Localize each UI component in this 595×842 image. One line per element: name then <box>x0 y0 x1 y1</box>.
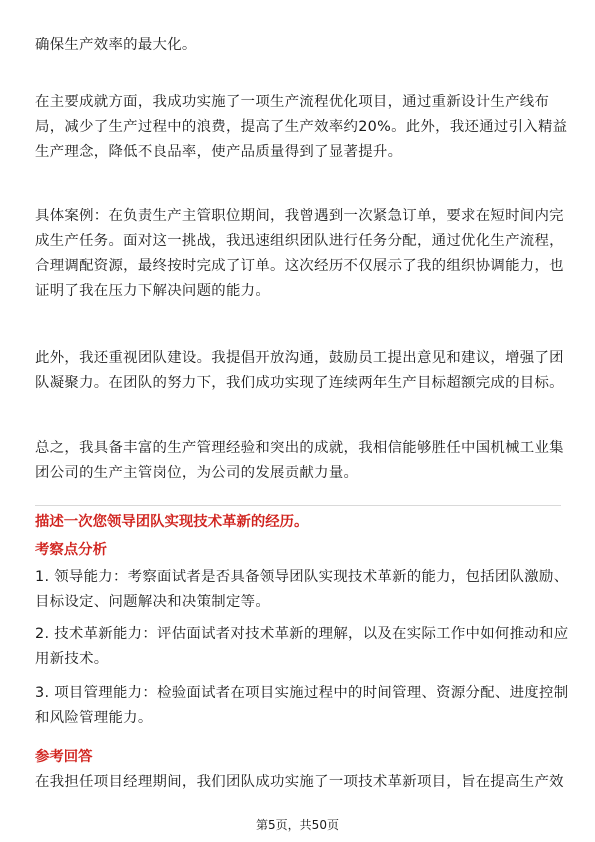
text-line: 成生产任务。面对这一挑战，我迅速组织团队进行任务分配，通过优化生产流程， <box>35 233 564 249</box>
text-line: 3. 项目管理能力：检验面试者在项目实施过程中的时间管理、资源分配、进度控制 <box>35 685 569 701</box>
text-line: 此外，我还重视团队建设。我提倡开放沟通，鼓励员工提出意见和建议，增强了团 <box>35 350 564 366</box>
answer-paragraph <box>35 770 564 795</box>
text-line: 目标设定、问题解决和决策制定等。 <box>35 594 271 610</box>
section-divider <box>35 505 561 506</box>
question-heading: 描述一次您领导团队实现技术革新的经历。 <box>35 514 309 530</box>
analysis-point-innovation <box>35 622 569 672</box>
text-line: 生产理念，降低不良品率，使产品质量得到了显著提升。 <box>35 144 403 160</box>
text-line: 队凝聚力。在团队的努力下，我们成功实现了连续两年生产目标超额完成的目标。 <box>35 375 564 391</box>
paragraph-summary <box>35 436 564 486</box>
paragraph-teamwork <box>35 346 564 396</box>
analysis-heading: 考察点分析 <box>35 542 107 558</box>
text-line: 2. 技术革新能力：评估面试者对技术革新的理解，以及在实际工作中如何推动和应 <box>35 626 569 642</box>
text-line: 确保生产效率的最大化。 <box>35 37 197 53</box>
paragraph-efficiency <box>35 33 561 58</box>
analysis-point-leadership <box>35 565 569 615</box>
text-line: 团公司的生产主管岗位，为公司的发展贡献力量。 <box>35 465 359 481</box>
text-line: 总之，我具备丰富的生产管理经验和突出的成就，我相信能够胜任中国机械工业集 <box>35 440 564 456</box>
text-line: 1. 领导能力：考察面试者是否具备领导团队实现技术革新的能力，包括团队激励、 <box>35 569 569 585</box>
paragraph-case <box>35 204 564 304</box>
text-line: 局，减少了生产过程中的浪费，提高了生产效率约20%。此外，我还通过引入精益 <box>35 119 568 135</box>
text-line: 具体案例：在负责生产主管职位期间，我曾遇到一次紧急订单，要求在短时间内完 <box>35 208 564 224</box>
paragraph-achievements <box>35 90 568 165</box>
text-line: 和风险管理能力。 <box>35 710 153 726</box>
text-line: 证明了我在压力下解决问题的能力。 <box>35 283 271 299</box>
text-line: 在我担任项目经理期间，我们团队成功实施了一项技术革新项目，旨在提高生产效 <box>35 774 564 790</box>
text-line: 用新技术。 <box>35 651 109 667</box>
page-number: 第5页，共50页 <box>256 818 339 832</box>
text-line: 合理调配资源，最终按时完成了订单。这次经历不仅展示了我的组织协调能力，也 <box>35 258 564 274</box>
text-line: 在主要成就方面，我成功实施了一项生产流程优化项目，通过重新设计生产线布 <box>35 94 550 110</box>
answer-heading: 参考回答 <box>35 749 93 765</box>
analysis-point-project-management <box>35 681 569 731</box>
